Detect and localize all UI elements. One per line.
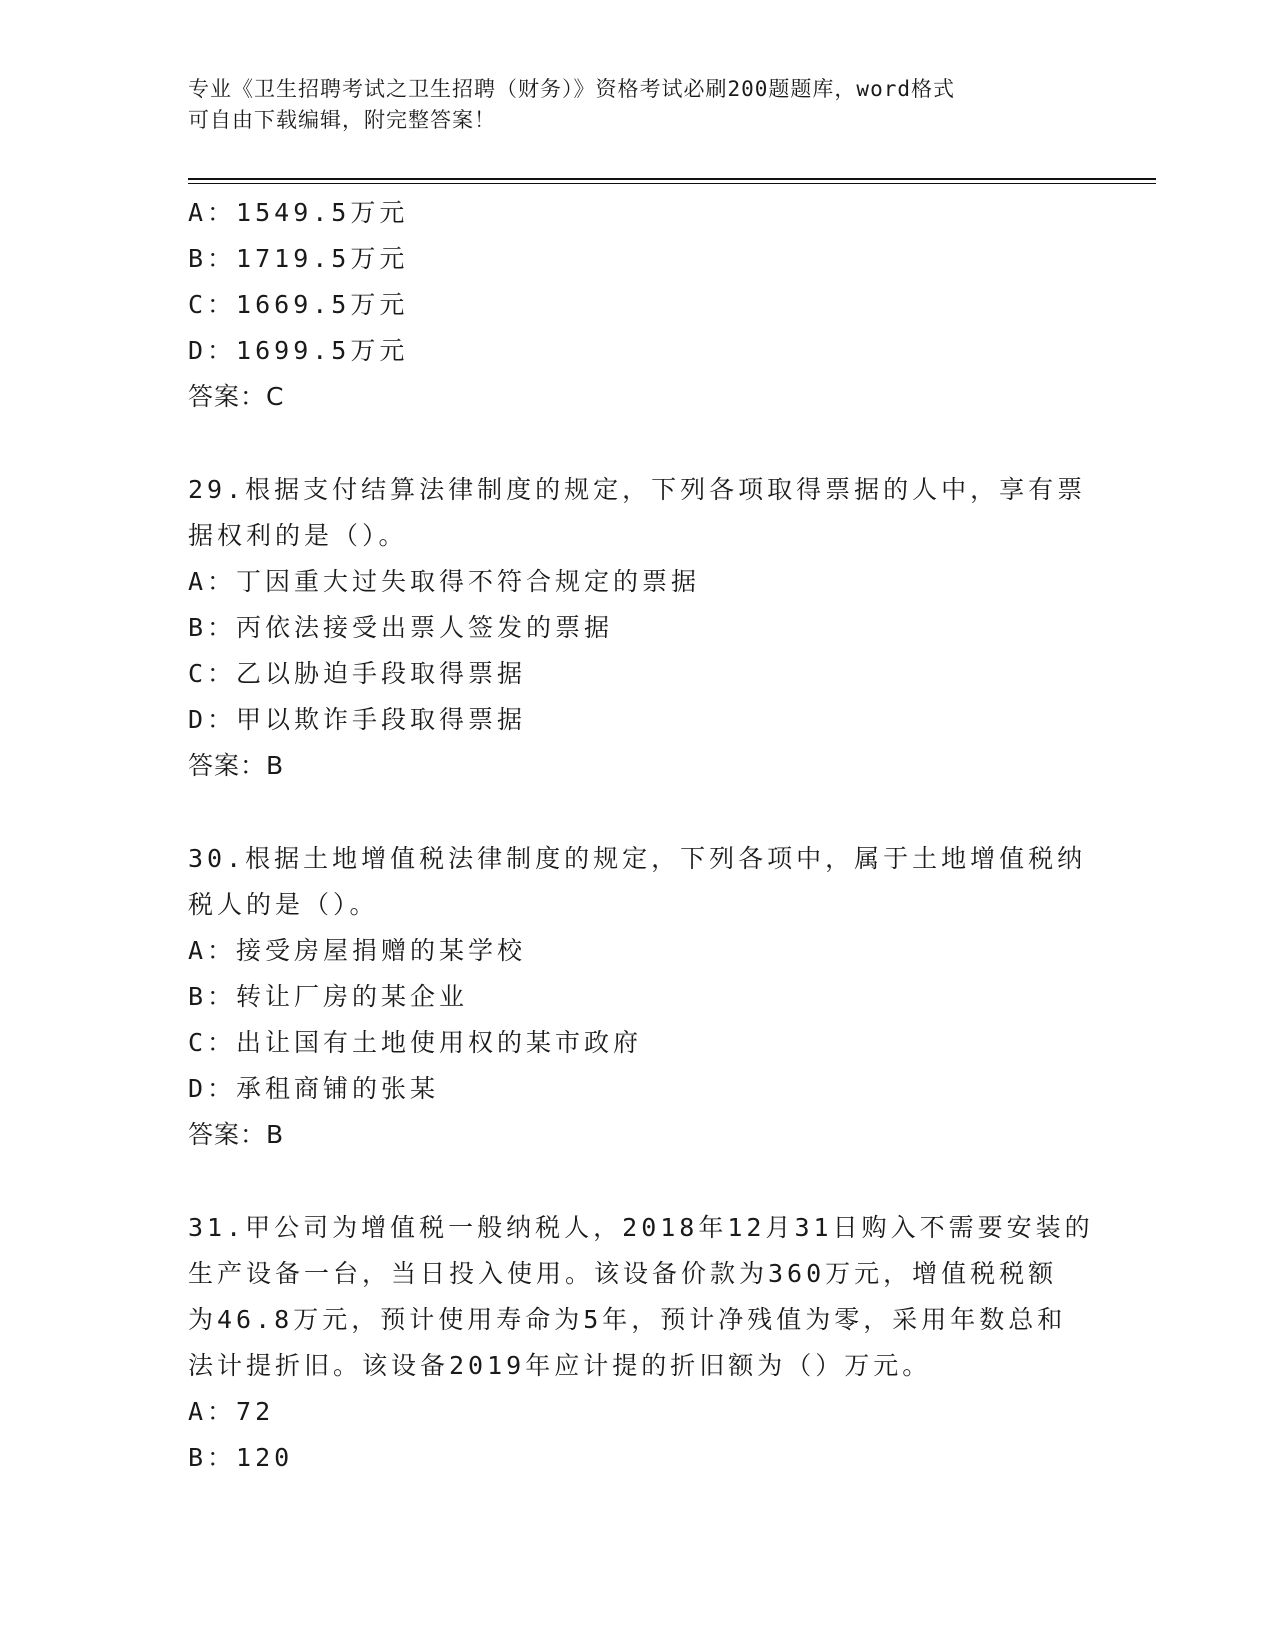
question-29 xyxy=(188,467,1088,789)
answer: 答案：B xyxy=(188,1120,285,1149)
option-b: B：丙依法接受出票人签发的票据 xyxy=(188,613,614,642)
question-stem-line: 法计提折旧。该设备2019年应计提的折旧额为（）万元。 xyxy=(188,1351,932,1380)
question-stem-line: 为46.8万元，预计使用寿命为5年，预计净残值为零，采用年数总和 xyxy=(188,1305,1067,1334)
question-stem-line: 税人的是（）。 xyxy=(188,890,379,919)
option-d: D：1699.5万元 xyxy=(188,336,409,365)
header-line-1: 专业《卫生招聘考试之卫生招聘（财务）》资格考试必刷200题题库，word格式 xyxy=(188,77,955,101)
question-28 xyxy=(188,190,1088,420)
question-30 xyxy=(188,836,1088,1158)
spacer xyxy=(188,1158,1088,1205)
question-stem-line: 31.甲公司为增值税一般纳税人，2018年12月31日购入不需要安装的 xyxy=(188,1213,1094,1242)
question-stem-line: 30.根据土地增值税法律制度的规定，下列各项中，属于土地增值税纳 xyxy=(188,844,1087,873)
question-31 xyxy=(188,1205,1094,1481)
option-c: C：乙以胁迫手段取得票据 xyxy=(188,659,527,688)
spacer xyxy=(188,420,1088,467)
answer: 答案：C xyxy=(188,382,285,411)
option-b: B：转让厂房的某企业 xyxy=(188,982,469,1011)
option-d: D：承租商铺的张某 xyxy=(188,1074,440,1103)
option-c: C：1669.5万元 xyxy=(188,290,409,319)
header-rule-thin xyxy=(188,183,1156,184)
option-a: A：丁因重大过失取得不符合规定的票据 xyxy=(188,567,701,596)
option-a: A：1549.5万元 xyxy=(188,198,409,227)
option-b: B：1719.5万元 xyxy=(188,244,409,273)
option-d: D：甲以欺诈手段取得票据 xyxy=(188,705,527,734)
question-stem-line: 29.根据支付结算法律制度的规定，下列各项取得票据的人中，享有票 xyxy=(188,475,1087,504)
question-stem-line: 据权利的是（）。 xyxy=(188,521,408,550)
question-stem-line: 生产设备一台，当日投入使用。该设备价款为360万元，增值税税额 xyxy=(188,1259,1058,1288)
option-c: C：出让国有土地使用权的某市政府 xyxy=(188,1028,643,1057)
spacer xyxy=(188,789,1088,836)
option-a: A：72 xyxy=(188,1397,275,1426)
answer: 答案：B xyxy=(188,751,285,780)
document-header xyxy=(188,74,1088,136)
question-content xyxy=(188,190,1094,1481)
header-line-2: 可自由下载编辑，附完整答案！ xyxy=(188,108,496,132)
option-b: B：120 xyxy=(188,1443,294,1472)
header-rule-thick xyxy=(188,178,1156,180)
option-a: A：接受房屋捐赠的某学校 xyxy=(188,936,527,965)
